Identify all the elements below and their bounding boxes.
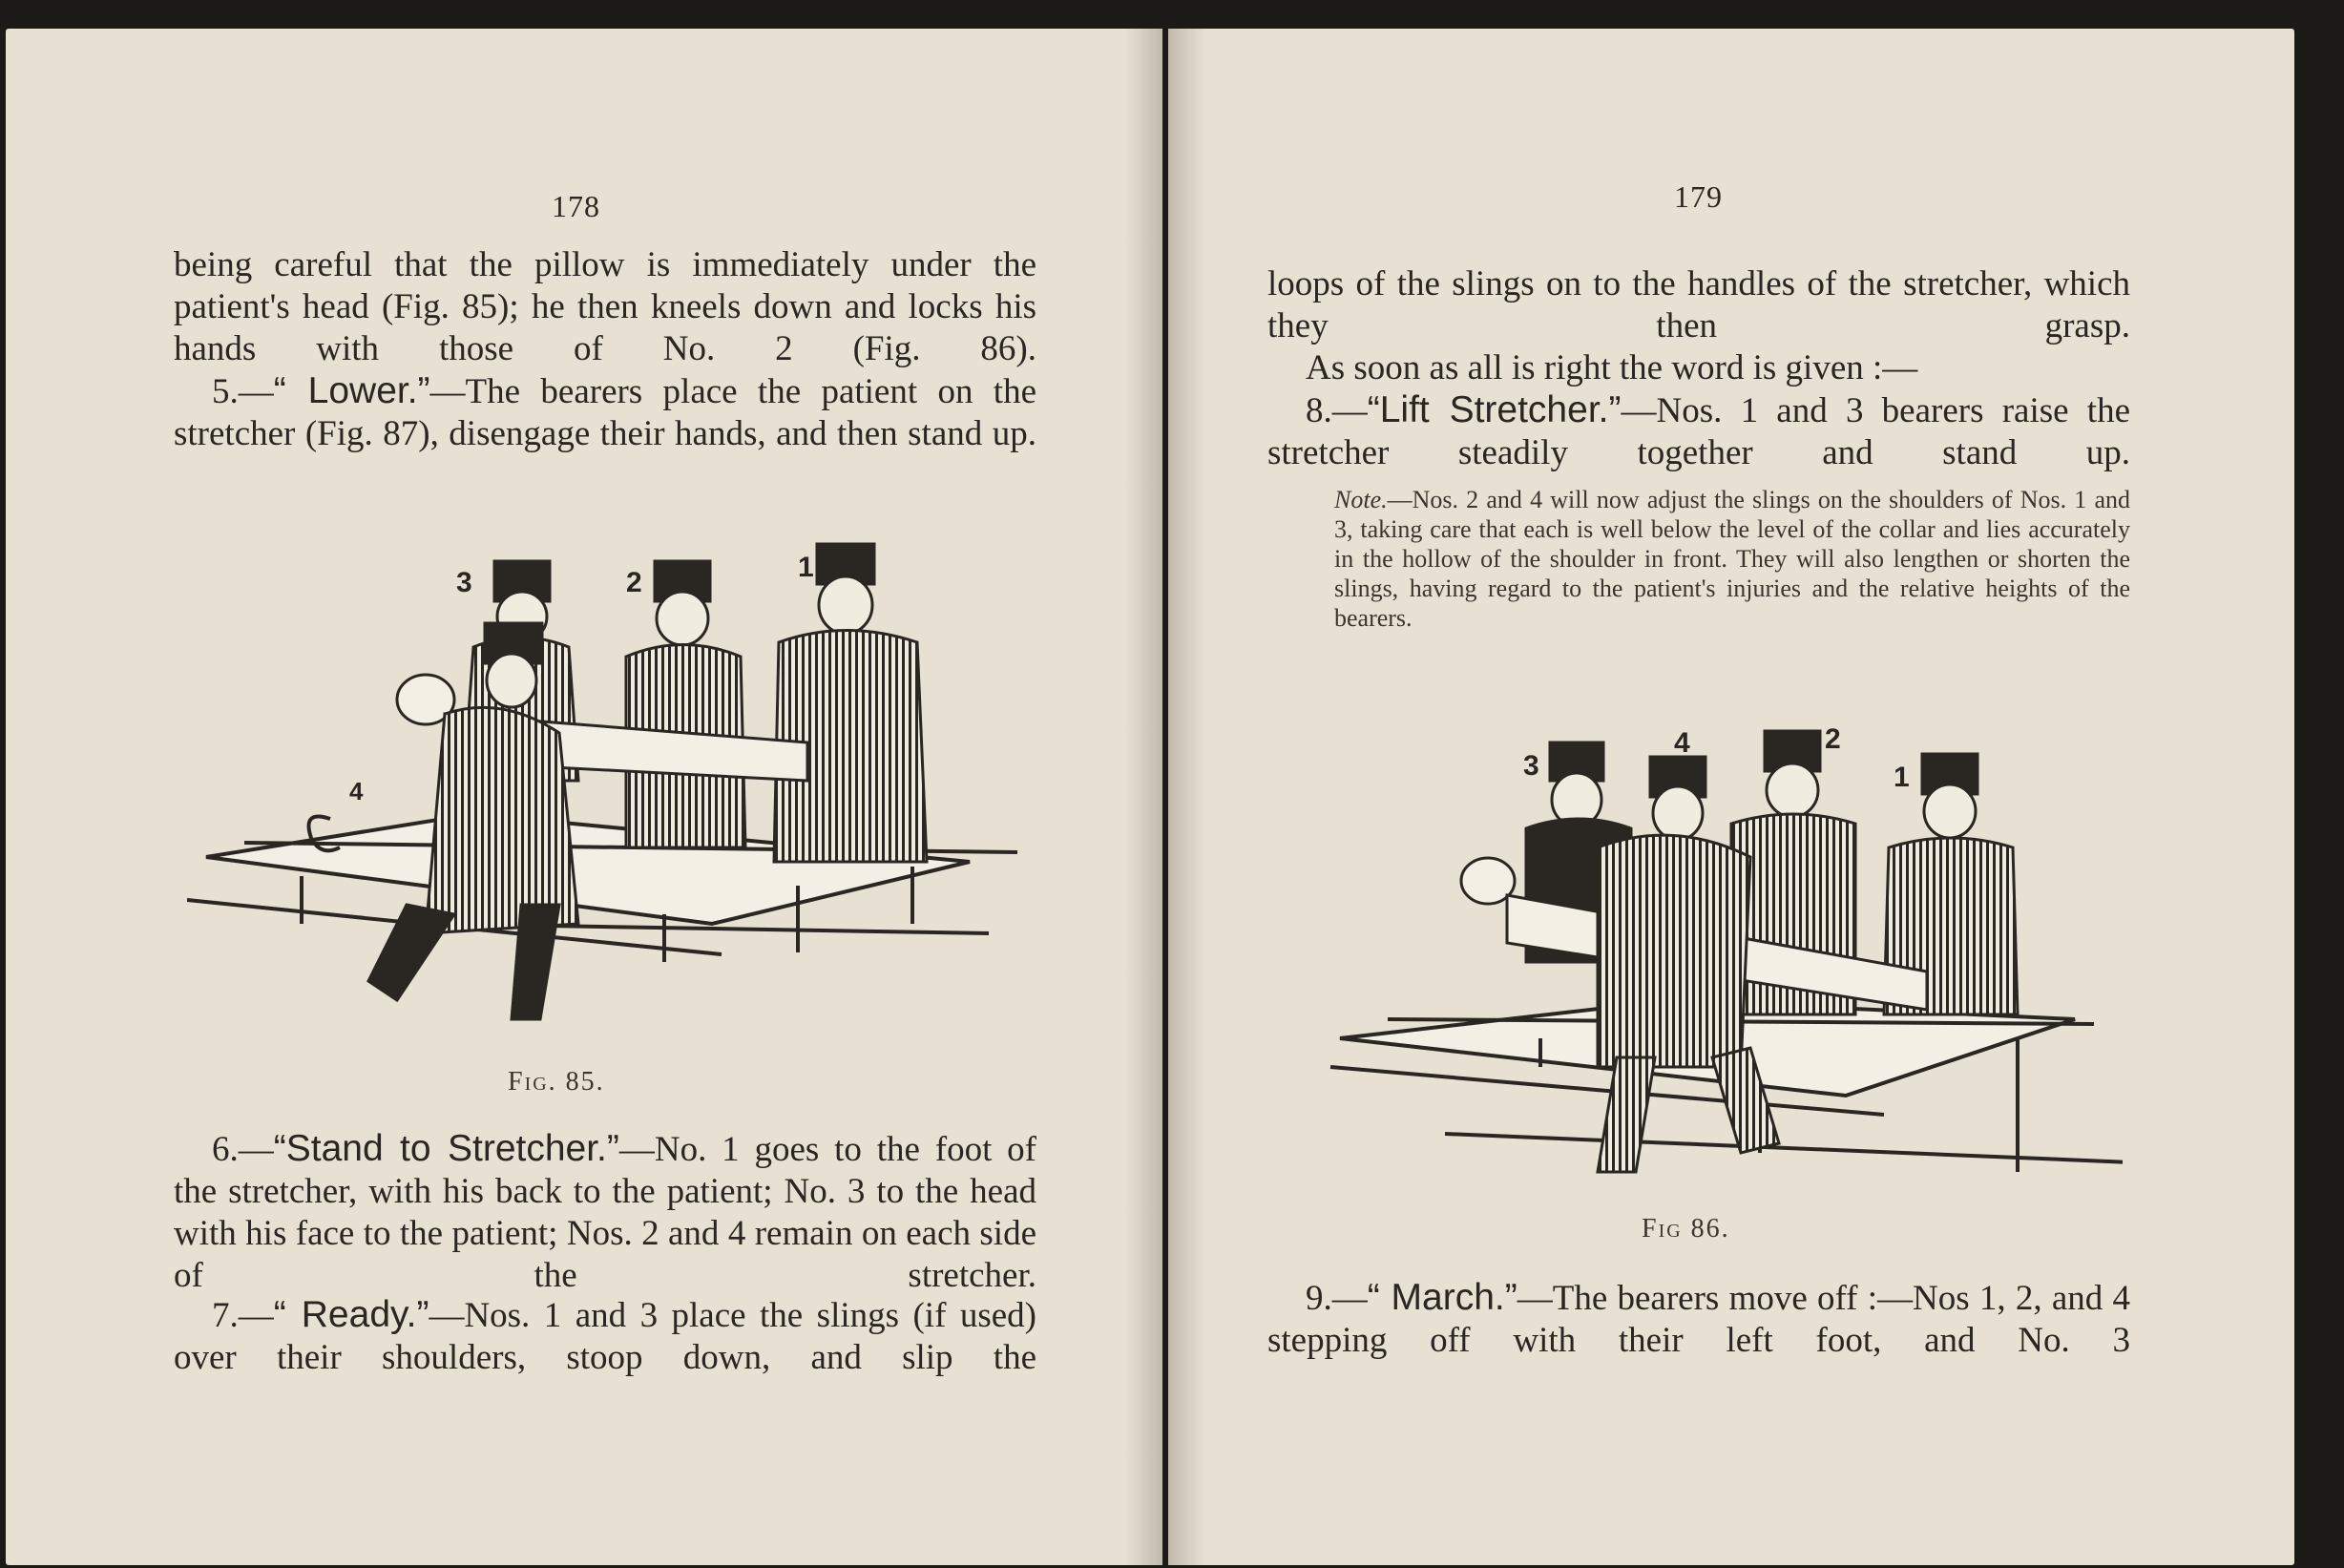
bearer-2	[626, 561, 745, 847]
paragraph-continuation-left: being careful that the pillow is immediately under the patient's head (Fig. 85); he then kneels down and locks his hands with those of No. 2 (Fig. 86).	[174, 245, 1036, 368]
paragraph-5-text: —The bearers place the patient on the stretcher (Fig. 87), disengage their hands, and then stand up.	[174, 372, 1036, 453]
figure-85-caption: Fig. 85.	[508, 1067, 605, 1097]
figure-86-label-2: 2	[1825, 723, 1841, 755]
paragraph-7-number: 7.—	[212, 1296, 274, 1335]
figure-86-label-3: 3	[1523, 750, 1539, 782]
note-text: —Nos. 2 and 4 will now adjust the slings on the shoulders of Nos. 1 and 3, taking care that each is well below the level of the collar and lies accurately in the hollow of the shoulder in front. They will also lengthen or shorten the slings, having regard to the patient's injuries and the relative heights of the bearers.	[1334, 486, 2130, 632]
paragraph-9-command: “ March.”	[1367, 1277, 1517, 1318]
figure-85-illustration	[187, 523, 1036, 1050]
paragraph-8-command: “Lift Stretcher.”	[1367, 389, 1622, 430]
paragraph-continuation-right: loops of the slings on to the handles of the stretcher, which they then grasp.	[1267, 264, 2130, 345]
figure-85-label-1: 1	[798, 552, 814, 583]
paragraph-9	[1267, 1277, 2130, 1362]
paragraph-5-command: “ Lower.”	[273, 370, 430, 411]
page-number-left: 178	[552, 189, 600, 223]
paragraph-8-number: 8.—	[1306, 391, 1368, 430]
figure-86-illustration	[1311, 714, 2123, 1201]
figure-85-label-2: 2	[626, 567, 642, 598]
paragraph-7	[174, 1294, 1036, 1379]
page-number-right: 179	[1674, 179, 1723, 214]
paragraph-8-text: —Nos. 1 and 3 bearers raise the stretcher steadily together and stand up.	[1267, 391, 2130, 472]
paragraph-6	[174, 1128, 1036, 1297]
note-block	[1334, 485, 2130, 633]
paragraph-word-given: As soon as all is right the word is given :—	[1306, 348, 1918, 387]
paragraph-9-text: —The bearers move off :—Nos 1, 2, and 4 stepping off with their left foot, and No. 3	[1267, 1279, 2130, 1360]
paragraph-5-number: 5.—	[212, 372, 274, 411]
paragraph-7-command: “ Ready.”	[273, 1294, 429, 1335]
figure-86-caption: Fig 86.	[1642, 1214, 1730, 1244]
paragraph-7-text: —Nos. 1 and 3 place the slings (if used) over their shoulders, stoop down, and slip the	[174, 1296, 1036, 1377]
figure-85-drawing	[187, 523, 1036, 1050]
note-label: Note.	[1334, 486, 1388, 513]
figure-85-label-3: 3	[456, 567, 472, 598]
right-page	[1168, 29, 2294, 1565]
figure-86-label-1: 1	[1894, 762, 1910, 793]
figure-85-label-4: 4	[349, 777, 364, 805]
left-gutter-shadow	[1124, 29, 1162, 1565]
paragraph-6-command: “Stand to Stretcher.”	[273, 1128, 619, 1169]
paragraph-6-number: 6.—	[212, 1130, 274, 1169]
figure-86-drawing	[1311, 714, 2123, 1201]
paragraph-5	[174, 370, 1036, 455]
paragraph-6-text: —No. 1 goes to the foot of the stretcher, with his back to the patient; No. 3 to the head with his face to the patient; Nos. 2 and 4 remain on each side of the stretcher.	[174, 1130, 1036, 1295]
paragraph-9-number: 9.—	[1306, 1279, 1368, 1318]
right-gutter-shadow	[1168, 29, 1206, 1565]
left-page	[6, 29, 1162, 1565]
paragraph-8	[1267, 389, 2130, 474]
figure-86-label-4: 4	[1674, 727, 1690, 759]
bearer-1	[774, 544, 927, 862]
